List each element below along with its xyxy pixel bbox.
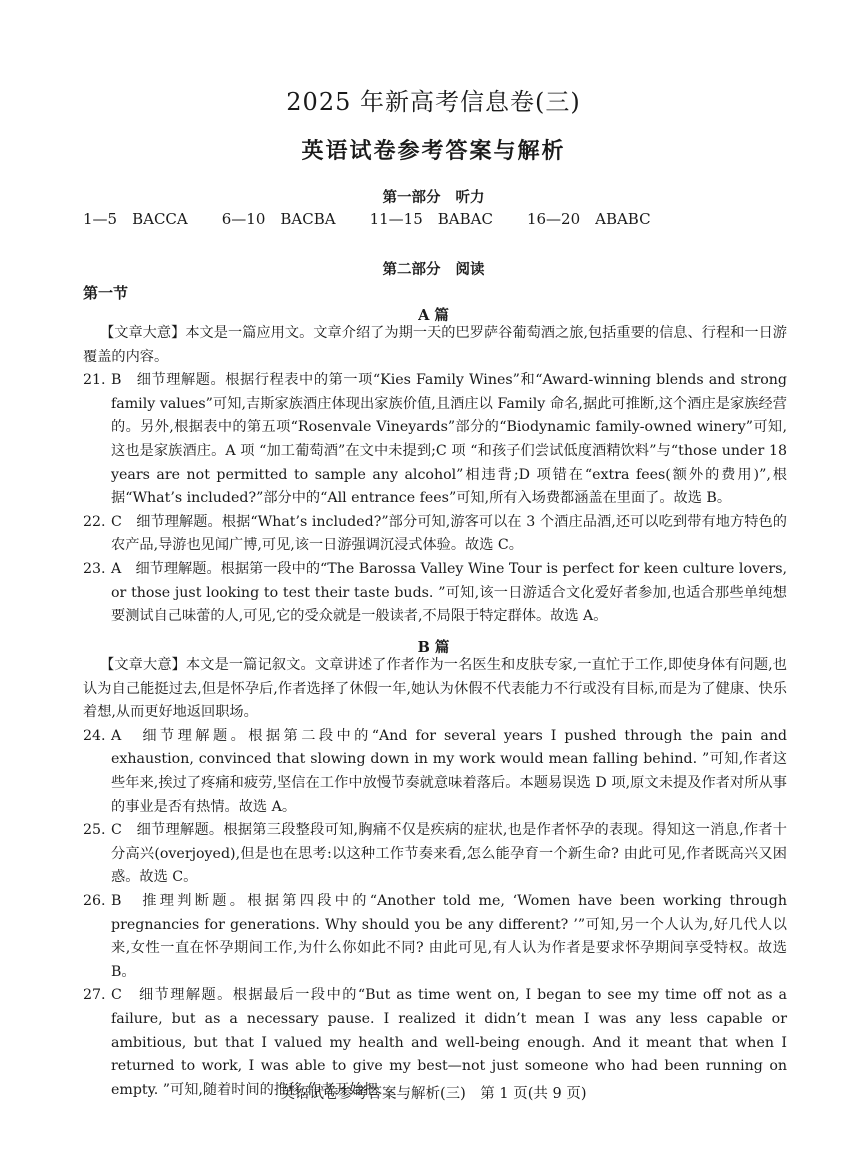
passage-b-body — [83, 654, 787, 1102]
question-number: 25. — [83, 822, 106, 839]
passage-a-heading: A 篇 — [418, 307, 449, 324]
question-explanation: C 细节理解题。根据第三段整段可知,胸痛不仅是疾病的症状,也是作者怀孕的表现。得知这一消息,作者十分高兴(overjoyed),但是也在思考:以这种工作节奏来看,怎么能孕育一个新生命? 由此可见,作者既高兴又困惑。故选 C。 — [111, 822, 787, 886]
question-explanation: C 细节理解题。根据最后一段中的“But as time went on, I began to see my time off not as a failure, but as a necessary pause. I realized it didn’t mean I was any less capable or ambitious, but that I valued my health and well-being enough. And it meant that when I returned to work, I was able to give my best—not just someone who had been running on empty. ”可知,随着时间的推移,作者开始把 — [111, 987, 787, 1098]
answer-group: 11—15 BABAC — [369, 210, 493, 228]
passage-a-body — [83, 322, 787, 629]
question-explanation: A 细节理解题。根据第一段中的“The Barossa Valley Wine Tour is perfect for keen culture lovers, or those just looking to test their taste buds. ”可知,该一日游适合文化爱好者参加,也适合那些单纯想要测试自己味蕾的人,可见,它的受众就是一般读者,不局限于特定群体。故选 A。 — [111, 560, 787, 625]
question-item — [83, 558, 787, 629]
question-item — [83, 819, 787, 890]
section-label: 第一节 — [83, 284, 129, 302]
question-number: 22. — [83, 513, 106, 530]
question-number: 26. — [83, 892, 106, 909]
question-number: 21. — [83, 372, 106, 389]
question-item — [83, 369, 787, 511]
part1-label: 第一部分 — [382, 189, 441, 206]
passage-b-heading: B 篇 — [417, 639, 450, 656]
answer-group: 1—5 BACCA — [83, 210, 188, 228]
passage-a-summary: 【文章大意】本文是一篇应用文。文章介绍了为期一天的巴罗萨谷葡萄酒之旅,包括重要的信息、行程和一日游覆盖的内容。 — [83, 325, 787, 365]
question-number: 27. — [83, 987, 106, 1004]
part1-name: 听力 — [455, 189, 485, 206]
answer-group: 16—20 ABABC — [526, 210, 651, 228]
page-footer: 英语试卷参考答案与解析(三) 第 1 页(共 9 页) — [280, 1086, 587, 1102]
question-item — [83, 725, 787, 819]
question-explanation: B 细节理解题。根据行程表中的第一项“Kies Family Wines”和“Award-winning blends and strong family values”可知,吉斯家族酒庄体现出家族价值,且酒庄以 Family 命名,据此可推断,这个酒庄是家族经营的。另外,根据表中的第五项“Rosenvale Vineyards”部分的“Biodynamic family-owned winery”可知,这也是家族酒庄。A 项 “加工葡萄酒”在文中未提到;C 项 “和孩子们尝试低度酒精饮料”与“those under 18 years are not permitted to sample any alcohol”相违背;D 项错在“extra fees(额外的费用)”,根据“What’s included?”部分中的“All entrance fees”可知,所有入场费都涵盖在里面了。故选 B。 — [111, 372, 787, 507]
part1-heading — [0, 186, 867, 207]
page-title: 2025 年新高考信息卷(三) — [286, 88, 581, 116]
listening-answer-key — [83, 208, 685, 229]
question-item — [83, 890, 787, 984]
page-subtitle: 英语试卷参考答案与解析 — [301, 138, 566, 164]
part2-name: 阅读 — [455, 261, 485, 278]
question-explanation: C 细节理解题。根据“What’s included?”部分可知,游客可以在 3 个酒庄品酒,还可以吃到带有地方特色的农产品,导游也见闻广博,可见,该一日游强调沉浸式体验。故选 C。 — [111, 513, 787, 554]
question-number: 23. — [83, 560, 106, 577]
answer-group: 6—10 BACBA — [221, 210, 336, 228]
question-explanation: A 细节理解题。根据第二段中的“And for several years I pushed through the pain and exhaustion, convinced that slowing down in my work would mean falling behind. ”可知,作者这些年来,挨过了疼痛和疲劳,坚信在工作中放慢节奏就意味着落后。本题易误选 D 项,原文未提及作者对所从事的事业是否有热情。故选 A。 — [111, 727, 787, 815]
question-item — [83, 511, 787, 558]
part2-heading — [0, 258, 867, 279]
question-explanation: B 推理判断题。根据第四段中的“Another told me, ‘Women have been working through pregnancies for generations. Why should you be any different? ’”可知,另一个人认为,好几代人以来,女性一直在怀孕期间工作,为什么你如此不同? 由此可见,有人认为作者是要求怀孕期间享受特权。故选 B。 — [111, 892, 787, 980]
passage-b-summary: 【文章大意】本文是一篇记叙文。文章讲述了作者作为一名医生和皮肤专家,一直忙于工作,即使身体有问题,也认为自己能挺过去,但是怀孕后,作者选择了休假一年,她认为休假不代表能力不行或没有目标,而是为了健康、快乐着想,从而更好地返回职场。 — [83, 657, 787, 721]
part2-label: 第二部分 — [382, 261, 441, 278]
question-number: 24. — [83, 727, 106, 744]
